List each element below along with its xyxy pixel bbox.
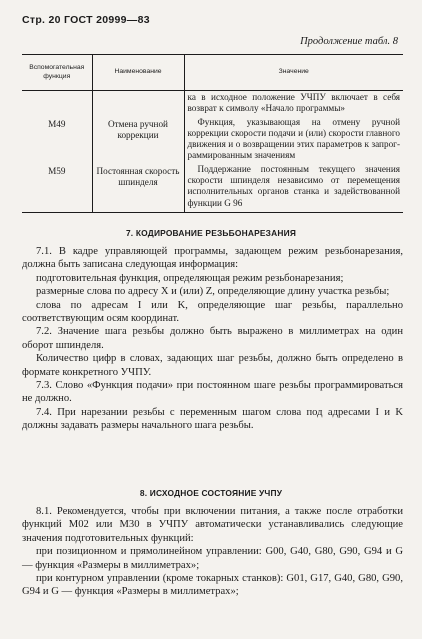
function-name-cell [92, 91, 184, 116]
paragraph: 7.4. При нарезании резьбы с переменным шагом слова под адресами I и K должны задавать размеры начального шага резьбы. [22, 406, 403, 432]
section-7-title: 7. КОДИРОВАНИЕ РЕЗЬБОНАРЕЗАНИЯ [125, 228, 297, 238]
paragraph: Количество цифр в словах, задающих шаг резьбы, должно быть определено в формате конкретного УЧПУ. [22, 353, 403, 378]
function-name-cell: Отмена ручной коррекции [92, 116, 184, 163]
column-header-function: Вспомогательная функция [22, 55, 92, 91]
column-header-meaning: Значение [184, 55, 403, 91]
table-row [22, 163, 403, 213]
function-code-cell: M49 [48, 118, 66, 129]
section-8-body [22, 505, 403, 599]
function-name-cell: Постоянная скорость шпинделя [92, 163, 184, 213]
paragraph: при позиционном и прямолинейном управлении: G00, G40, G80, G90, G94 и G — функция «Размеры в миллиметрах»; [22, 546, 403, 571]
paragraph: 7.3. Слово «Функция подачи» при постоянном шаге резьбы программироваться не должно. [22, 380, 403, 405]
function-meaning-cell: ка в исходное положение УЧПУ включает в себя возврат к символу «Начало программы» [184, 91, 403, 116]
functions-table [22, 54, 403, 213]
paragraph: 7.1. В кадре управляющей программы, задающем режим резьбонарезания, должна быть записана следующая информация: [22, 246, 403, 271]
table-continuation-label: Продолжение табл. 8 [300, 36, 398, 47]
paragraph: слова по адресам I или K, определяющие шаг резьбы, параллельно соответствующим осям координат. [22, 299, 403, 325]
section-7-body [22, 245, 403, 433]
paragraph: 8.1. Рекомендуется, чтобы при включении питания, а также после отработки функций M02 или M30 в УЧПУ автоматически устанавливались следующие значения подготовительных функций: [22, 506, 403, 544]
table-header-row [22, 55, 403, 91]
table-row [22, 91, 403, 116]
function-meaning-cell: Функция, указывающая на отмену ручной коррекции скорости подачи и (или) скорости главного движения и о возвращении этих параметров к запрограммированным значениям [184, 116, 403, 163]
paragraph: 7.2. Значение шага резьбы должно быть выражено в миллиметрах на один оборот шпинделя. [22, 326, 403, 351]
table-row [22, 116, 403, 163]
function-meaning-cell: Поддержание постоянным текущего значения скорости шпинделя независимо от перемещения исполнительных органов станка и задействованной функции G 96 [184, 163, 403, 213]
function-code-cell [22, 91, 92, 116]
paragraph: при контурном управлении (кроме токарных станков): G01, G17, G40, G80, G90, G94 и G — функция «Размеры в миллиметрах»; [22, 573, 403, 598]
paragraph: подготовительная функция, определяющая режим резьбонарезания; [36, 272, 344, 284]
function-code-cell: M59 [22, 163, 92, 213]
column-header-name: Наименование [92, 55, 184, 91]
page-header: Стр. 20 ГОСТ 20999—83 [22, 14, 150, 26]
paragraph: размерные слова по адресу X и (или) Z, определяющие длину участка резьбы; [36, 286, 390, 298]
section-8-title: 8. ИСХОДНОЕ СОСТОЯНИЕ УЧПУ [139, 488, 283, 498]
